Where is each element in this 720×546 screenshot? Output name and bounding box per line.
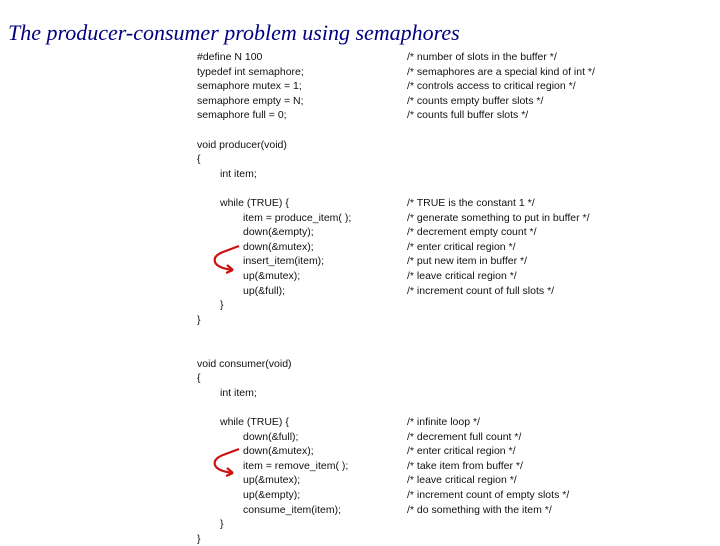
code-comment: /* enter critical region */: [407, 445, 516, 458]
producer-arrow-curve: [215, 246, 239, 270]
code-comment: /* increment count of empty slots */: [407, 489, 570, 501]
code-line: }: [197, 313, 201, 326]
code-line: #define N 100: [197, 51, 263, 63]
code-line: }: [220, 299, 224, 312]
producer-swap-arrow: [205, 238, 245, 278]
code-line: down(&mutex);: [243, 240, 314, 253]
slide-title: The producer-consumer problem using semaphores: [8, 20, 460, 45]
code-line: }: [220, 518, 224, 531]
code-comment: /* number of slots in the buffer */: [407, 51, 557, 63]
code-comment: /* take item from buffer */: [407, 459, 523, 472]
code-line: while (TRUE) {: [220, 197, 289, 209]
code-line: void consumer(void): [197, 357, 292, 370]
code-line: up(&mutex);: [243, 270, 301, 282]
code-line: }: [197, 532, 201, 545]
code-line: semaphore mutex = 1;: [197, 80, 302, 93]
code-comment: /* TRUE is the constant 1 */: [407, 197, 535, 209]
code-comment: /* enter critical region */: [407, 240, 516, 253]
code-comment: /* semaphores are a special kind of int */: [407, 65, 595, 78]
code-line: down(&empty);: [243, 226, 314, 239]
code-comment: /* controls access to critical region */: [407, 80, 576, 93]
code-comment: /* do something with the item */: [407, 503, 552, 516]
code-comment: /* leave critical region */: [407, 270, 517, 282]
code-line: typedef int semaphore;: [197, 65, 304, 78]
code-line: int item;: [220, 386, 257, 399]
code-comment: /* decrement empty count */: [407, 226, 537, 239]
code-line: semaphore full = 0;: [197, 109, 287, 122]
consumer-arrow-curve: [215, 449, 239, 473]
code-line: {: [197, 372, 201, 385]
code-comment: /* infinite loop */: [407, 416, 480, 428]
code-line: up(&empty);: [243, 489, 301, 501]
code-line: down(&full);: [243, 430, 299, 443]
code-line: up(&full);: [243, 284, 286, 297]
code-comment: /* increment count of full slots */: [407, 284, 555, 297]
consumer-swap-arrow: [205, 441, 245, 481]
code-line: down(&mutex);: [243, 445, 314, 458]
code-comment: /* counts full buffer slots */: [407, 109, 529, 122]
code-line: item = remove_item( );: [243, 459, 349, 472]
code-line: semaphore empty = N;: [197, 94, 304, 107]
code-line: while (TRUE) {: [220, 416, 289, 428]
code-comment: /* decrement full count */: [407, 430, 522, 443]
code-line: void producer(void): [197, 138, 287, 151]
code-line: {: [197, 153, 201, 166]
code-comment: /* counts empty buffer slots */: [407, 94, 544, 107]
code-comment: /* generate something to put in buffer */: [407, 211, 590, 224]
code-comment: /* leave critical region */: [407, 474, 517, 487]
code-line: consume_item(item);: [243, 503, 342, 516]
code-line: up(&mutex);: [243, 474, 301, 487]
code-line: int item;: [220, 167, 257, 180]
code-comment: /* put new item in buffer */: [407, 255, 528, 268]
code-line: item = produce_item( );: [243, 211, 352, 224]
code-line: insert_item(item);: [243, 255, 325, 268]
